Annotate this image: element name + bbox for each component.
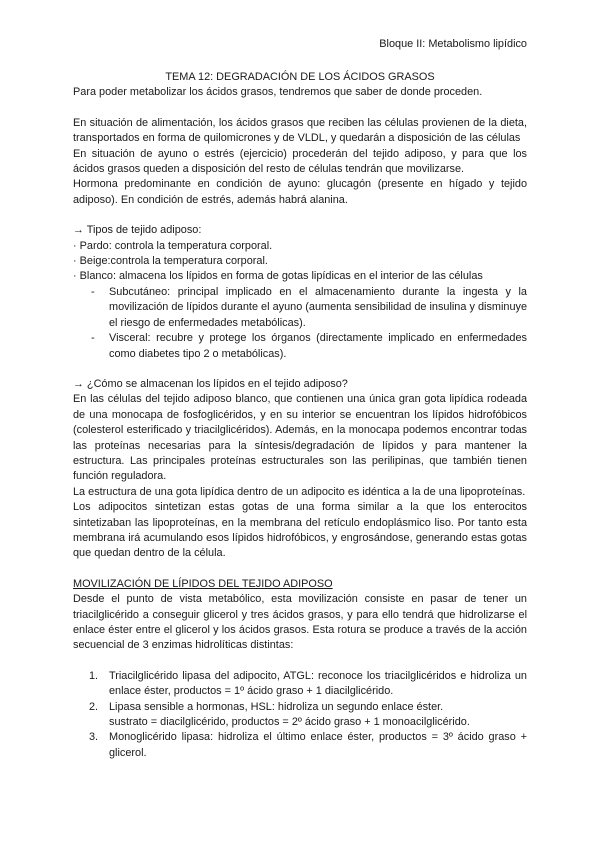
page-title: TEMA 12: DEGRADACIÓN DE LOS ÁCIDOS GRASOS bbox=[165, 71, 435, 83]
document-body bbox=[73, 70, 527, 761]
mobilization-paragraph: Desde el punto de vista metabólico, esta movilización consiste en pasar de tener un triacilglicérido a conseguir glicerol y tres ácidos grasos, y para ello tendrá que hidrolizarse el enlace éster entre el glicerol y los ácidos grasos. Esta rotura se produce a través de la acción secuencial de 3 enzimas hidrolíticas distintas: bbox=[73, 593, 527, 652]
list-item bbox=[73, 669, 527, 700]
mobilization-title: MOVILIZACIÓN DE LÍPIDOS DEL TEJIDO ADIPOSO bbox=[73, 577, 333, 590]
list-item bbox=[73, 700, 527, 731]
list-item: - Subcutáneo: principal implicado en el almacenamiento durante la ingesta y la movilización de lípidos durante el ayuno (aumenta sensibilidad de insulina y disminuye el riesgo de enfermedades metabólicas). bbox=[73, 285, 527, 331]
intro-paragraph: Para poder metabolizar los ácidos grasos, tendremos que saber de donde proceden. bbox=[73, 86, 483, 99]
adipose-beige: · Beige:controla la temperatura corporal. bbox=[73, 255, 268, 268]
list-item bbox=[73, 730, 527, 761]
adipose-types-heading: → Tipos de tejido adiposo: bbox=[73, 224, 202, 237]
adipose-white: · Blanco: almacena los lípidos en forma de gotas lipídicas en el interior de las células bbox=[73, 270, 483, 283]
step-extra: sustrato = diacilglicérido, productos = 2º ácido graso + 1 monoacilglicérido. bbox=[109, 716, 470, 729]
step-number: 2. bbox=[89, 700, 99, 713]
hormone-paragraph: Hormona predominante en condición de ayuno: glucagón (presente en hígado y tejido adiposo). En condición de estrés, además habrá alanina. bbox=[73, 178, 527, 206]
step-text: Lipasa sensible a hormonas, HSL: hidroliza un segundo enlace éster. bbox=[109, 700, 444, 713]
adipose-brown: · Pardo: controla la temperatura corporal. bbox=[73, 239, 273, 252]
enzyme-steps bbox=[73, 669, 527, 761]
list-item: - Visceral: recubre y protege los órganos (directamente implicado en enfermedades como diabetes tipo 2 o metabólicas). bbox=[73, 331, 527, 362]
storage-question: → ¿Cómo se almacenan los lípidos en el tejido adiposo? bbox=[73, 377, 348, 390]
step-text: Monoglicérido lipasa: hidroliza el último enlace éster, productos = 3º ácido graso + glicerol. bbox=[109, 731, 527, 759]
storage-paragraph-3: Los adipocitos sintetizan estas gotas de una forma similar a la que los enterocitos sintetizaban las lipoproteínas, en la membrana del retículo endoplásmico liso. Por tanto esta membrana irá acumulando esos lípidos hidrofóbicos, y engrosándose, generando estas gotas que quedan dentro de la célula. bbox=[73, 501, 527, 560]
step-text: Triacilglicérido lipasa del adipocito, ATGL: reconoce los triacilglicéridos e hidroliza un enlace éster, productos = 1º ácido graso + 1 diacilglicérido. bbox=[109, 669, 527, 698]
step-number: 3. bbox=[89, 731, 99, 744]
fasting-paragraph: En situación de ayuno o estrés (ejercicio) procederán del tejido adiposo, y para que los ácidos grasos queden a disposición del resto de células tendrán que movilizarse. bbox=[73, 147, 527, 176]
storage-paragraph-2: La estructura de una gota lipídica dentro de un adipocito es idéntica a la de una lipoproteínas. bbox=[73, 485, 526, 498]
page-header: Bloque II: Metabolismo lipídico bbox=[379, 38, 527, 50]
storage-paragraph-1: En las células del tejido adiposo blanco, que contienen una única gran gota lipídica rodeada de una monocapa de fosfoglicéridos, y en su interior se encuentran los lípidos hidrofóbicos (colesterol esterificado y triacilglicéridos). Además, en la monocapa podemos encontrar todas las proteínas necesarias para la síntesis/degradación de lípidos y para mantener la estructura. Las principales proteínas estructurales son las perilipinas, que también tienen función reguladora. bbox=[73, 393, 527, 483]
white-adipose-subtypes bbox=[73, 285, 527, 362]
step-number: 1. bbox=[89, 669, 99, 682]
feeding-paragraph: En situación de alimentación, los ácidos grasos que reciben las células provienen de la dieta, transportados en forma de quilomicrones y de VLDL, y quedarán a disposición de las células bbox=[73, 116, 527, 145]
